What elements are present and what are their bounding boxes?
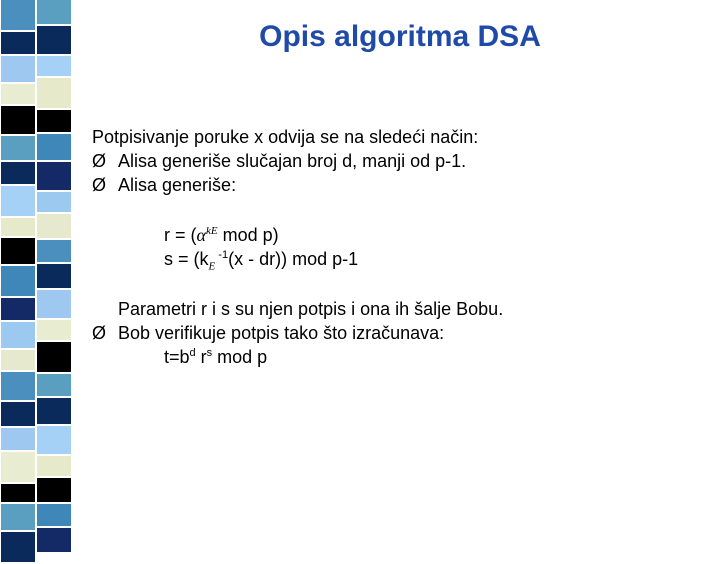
stripe-tile [37,478,71,502]
stripe-tile [37,528,71,552]
t-mid: r [195,347,207,367]
stripe-tile [1,372,35,400]
stripe-tile [1,84,35,104]
stripe-tile [1,56,35,82]
bullet-arrow-icon: Ø [92,151,107,171]
stripe-tile [1,402,35,426]
params-line: Parametri r i s su njen potpis i ona ih šalje Bobu. [118,299,504,319]
t-suffix: mod p [212,347,268,367]
stripe-tile [1,428,35,450]
t-sup-s: s [206,347,213,359]
stripe-tile [1,266,35,296]
bullet-1 [92,152,466,170]
stripe-tile [37,398,71,424]
bullet-2 [92,176,236,194]
formula-t [164,348,267,366]
tile-column-right [36,0,72,554]
stripe-tile [1,484,35,502]
stripe-tile [37,264,71,288]
stripe-tile [1,106,35,134]
slide-title: Opis algoritma DSA [259,20,541,53]
intro-line: Potpisivanje poruke x odvija se na sledeći način: [92,127,479,147]
formula-s [164,250,358,273]
stripe-tile [37,78,71,108]
r-exponent: kE [205,225,218,237]
stripe-tile [37,290,71,318]
alpha-symbol: α [196,225,206,245]
stripe-tile [1,218,35,236]
tile-column-left [0,0,36,564]
bullet-3 [92,324,444,342]
r-prefix: r = ( [164,225,197,245]
stripe-tile [1,298,35,320]
bullet-arrow-icon: Ø [92,175,107,195]
stripe-tile [1,136,35,160]
stripe-tile [37,134,71,160]
stripe-tile [37,504,71,526]
stripe-tile [37,192,71,212]
stripe-tile [37,320,71,340]
t-prefix: t=b [164,347,190,367]
stripe-tile [37,162,71,190]
s-subscript: E [208,260,216,273]
stripe-tile [1,504,35,530]
stripe-tile [1,238,35,264]
s-suffix: (x - dr)) mod p-1 [228,249,359,269]
stripe-tile [1,162,35,184]
stripe-tile [1,322,35,348]
t-sup-d: d [189,347,196,359]
stripe-tile [37,456,71,476]
stripe-tile [37,214,71,238]
stripe-tile [37,110,71,132]
bullet-3-text: Bob verifikuje potpis tako što izračunava: [118,323,445,343]
formula-r [164,226,279,244]
stripe-tile [1,532,35,562]
decorative-stripe [0,0,80,540]
s-prefix: s = (k [164,249,209,269]
bullet-arrow-icon: Ø [92,323,107,343]
stripe-tile [1,350,35,370]
stripe-tile [37,240,71,262]
bullet-1-text: Alisa generiše slučajan broj d, manji od p-1. [118,151,467,171]
stripe-tile [37,374,71,396]
s-superscript: -1 [215,249,229,261]
stripe-tile [1,186,35,216]
stripe-tile [37,426,71,454]
bullet-2-text: Alisa generiše: [118,175,237,195]
stripe-tile [37,342,71,372]
stripe-tile [37,56,71,76]
stripe-tile [1,452,35,482]
r-suffix: mod p) [217,225,279,245]
